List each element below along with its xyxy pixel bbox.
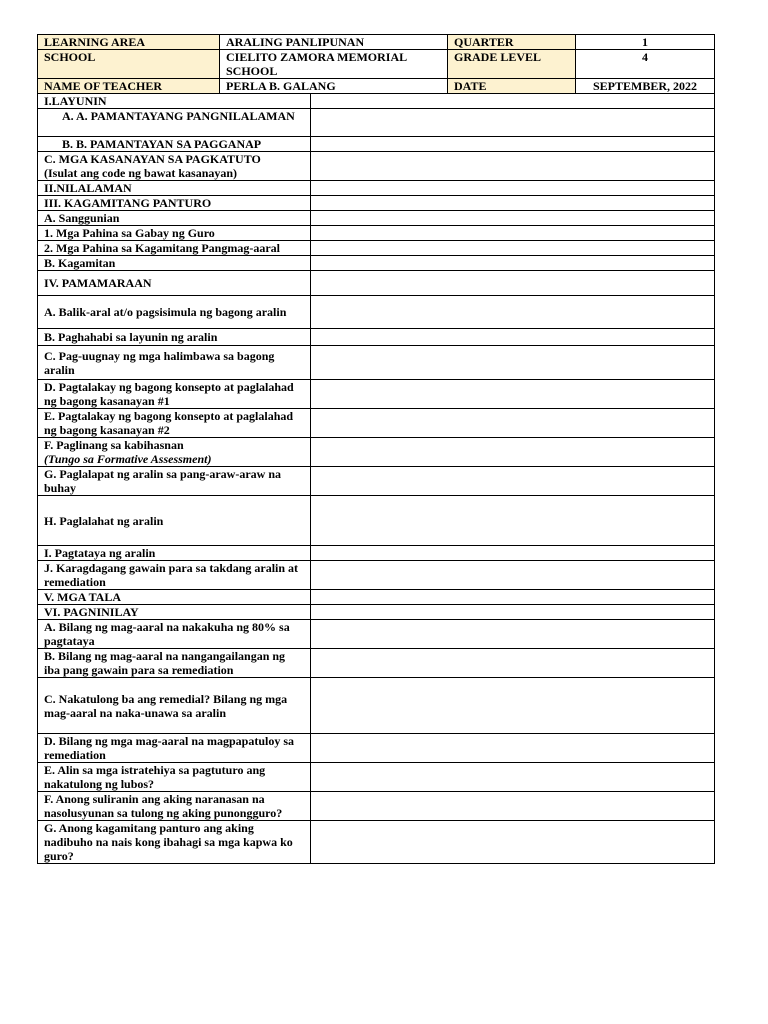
row-entry: [311, 380, 715, 409]
row-label: F. Anong suliranin ang aking naranasan na nasolusyunan sa tulong ng aking punongguro?: [38, 792, 311, 821]
row-label: 1. Mga Pahina sa Gabay ng Guro: [38, 226, 311, 241]
row-entry: [311, 152, 715, 181]
table-row: [38, 296, 715, 329]
row-label: A. Balik-aral at/o pagsisimula ng bagong aralin: [38, 296, 311, 329]
row-label: [38, 438, 311, 467]
row-entry: [311, 137, 715, 152]
row-entry: [311, 226, 715, 241]
table-row: [38, 241, 715, 256]
table-row: [38, 346, 715, 380]
row-label: D. Bilang ng mga mag-aaral na magpapatuloy sa remediation: [38, 734, 311, 763]
table-row: [38, 590, 715, 605]
row-entry: [311, 256, 715, 271]
table-row: [38, 226, 715, 241]
row-entry: [311, 271, 715, 296]
row-label: C. Pag-uugnay ng mga halimbawa sa bagong aralin: [38, 346, 311, 380]
row-label: II.NILALAMAN: [38, 181, 311, 196]
row-label: H. Paglalahat ng aralin: [38, 496, 311, 546]
row-entry: [311, 496, 715, 546]
row-label: A. Sanggunian: [38, 211, 311, 226]
table-row: [38, 496, 715, 546]
row-entry: [311, 763, 715, 792]
learning-area-value: ARALING PANLIPUNAN: [220, 35, 448, 50]
row-entry: [311, 590, 715, 605]
header-table: [37, 34, 715, 94]
row-label: A. Bilang ng mag-aaral na nakakuha ng 80% sa pagtataya: [38, 620, 311, 649]
row-entry: [311, 605, 715, 620]
learning-area-label: LEARNING AREA: [38, 35, 220, 50]
row-label: G. Anong kagamitang panturo ang aking nadibuho na nais kong ibahagi sa mga kapwa ko guro?: [38, 821, 311, 864]
table-row: [38, 137, 715, 152]
row-entry: [311, 181, 715, 196]
table-row: [38, 438, 715, 467]
table-row: [38, 329, 715, 346]
quarter-value: 1: [576, 35, 715, 50]
grade-level-label: GRADE LEVEL: [448, 50, 576, 79]
table-row: [38, 196, 715, 211]
lesson-log-table: [37, 93, 715, 864]
row-label: A. A. PAMANTAYANG PANGNILALAMAN: [38, 109, 311, 137]
table-row: [38, 380, 715, 409]
row-label: 2. Mga Pahina sa Kagamitang Pangmag-aaral: [38, 241, 311, 256]
row-entry: [311, 296, 715, 329]
row-label: C. Nakatulong ba ang remedial? Bilang ng mga mag-aaral na naka-unawa sa aralin: [38, 678, 311, 734]
row-entry: [311, 241, 715, 256]
table-row: [38, 649, 715, 678]
date-label: DATE: [448, 79, 576, 94]
table-row: [38, 94, 715, 109]
row-label: B. Paghahabi sa layunin ng aralin: [38, 329, 311, 346]
teacher-value: PERLA B. GALANG: [220, 79, 448, 94]
table-row: [38, 546, 715, 561]
row-label: III. KAGAMITANG PANTURO: [38, 196, 311, 211]
table-row: [38, 734, 715, 763]
row-label: B. B. PAMANTAYAN SA PAGGANAP: [38, 137, 311, 152]
table-row: [38, 792, 715, 821]
row-label: B. Bilang ng mag-aaral na nangangailangan ng iba pang gawain para sa remediation: [38, 649, 311, 678]
row-entry: [311, 438, 715, 467]
row-label: I. Pagtataya ng aralin: [38, 546, 311, 561]
table-row: [38, 181, 715, 196]
row-label: V. MGA TALA: [38, 590, 311, 605]
row-label-note: (Isulat ang code ng bawat kasanayan): [44, 166, 238, 180]
row-entry: [311, 329, 715, 346]
table-row: [38, 561, 715, 590]
table-row: [38, 409, 715, 438]
table-row: [38, 821, 715, 864]
row-label: J. Karagdagang gawain para sa takdang aralin at remediation: [38, 561, 311, 590]
row-entry: [311, 211, 715, 226]
table-row: [38, 211, 715, 226]
table-row: [38, 152, 715, 181]
row-entry: [311, 734, 715, 763]
table-row: [38, 605, 715, 620]
grade-level-value: 4: [576, 50, 715, 79]
row-entry: [311, 678, 715, 734]
table-row: [38, 256, 715, 271]
row-entry: [311, 94, 715, 109]
table-row: [38, 271, 715, 296]
row-label: B. Kagamitan: [38, 256, 311, 271]
row-entry: [311, 561, 715, 590]
row-entry: [311, 649, 715, 678]
row-label: I.LAYUNIN: [38, 94, 311, 109]
school-label: SCHOOL: [38, 50, 220, 79]
row-label: E. Alin sa mga istratehiya sa pagtuturo ang nakatulong ng lubos?: [38, 763, 311, 792]
row-label: [38, 152, 311, 181]
row-label: IV. PAMAMARAAN: [38, 271, 311, 296]
row-label: D. Pagtalakay ng bagong konsepto at paglalahad ng bagong kasanayan #1: [38, 380, 311, 409]
row-entry: [311, 346, 715, 380]
row-entry: [311, 196, 715, 211]
table-row: [38, 620, 715, 649]
teacher-label: NAME OF TEACHER: [38, 79, 220, 94]
quarter-label: QUARTER: [448, 35, 576, 50]
school-value: CIELITO ZAMORA MEMORIAL SCHOOL: [220, 50, 448, 79]
row-label-note: (Tungo sa Formative Assessment): [44, 452, 212, 466]
row-entry: [311, 821, 715, 864]
row-label: VI. PAGNINILAY: [38, 605, 311, 620]
row-entry: [311, 546, 715, 561]
row-label: E. Pagtalakay ng bagong konsepto at paglalahad ng bagong kasanayan #2: [38, 409, 311, 438]
table-row: [38, 467, 715, 496]
row-entry: [311, 109, 715, 137]
row-entry: [311, 792, 715, 821]
table-row: [38, 763, 715, 792]
row-label-line: C. MGA KASANAYAN SA PAGKATUTO: [44, 152, 261, 166]
table-row: [38, 109, 715, 137]
table-row: [38, 678, 715, 734]
row-label: G. Paglalapat ng aralin sa pang-araw-araw na buhay: [38, 467, 311, 496]
row-label-line: F. Paglinang sa kabihasnan: [44, 438, 184, 452]
row-entry: [311, 467, 715, 496]
row-entry: [311, 409, 715, 438]
date-value: SEPTEMBER, 2022: [576, 79, 715, 94]
row-entry: [311, 620, 715, 649]
